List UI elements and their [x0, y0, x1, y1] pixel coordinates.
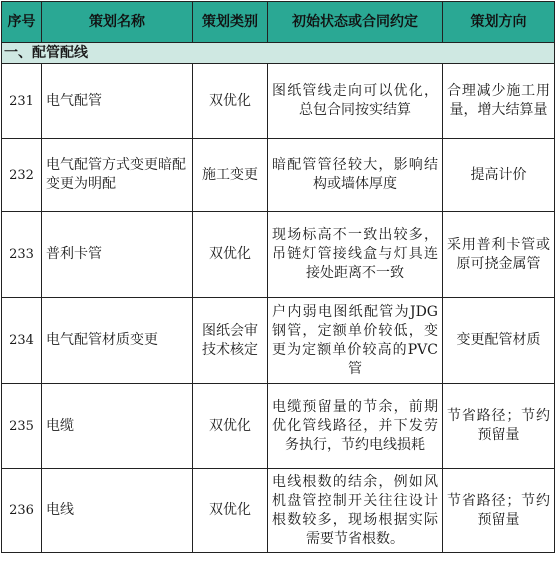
row-state: 现场标高不一致出较多，吊链灯管接线盒与灯具连接处距离不一致: [268, 212, 443, 298]
row-category: 双优化: [193, 64, 268, 139]
section-row: [2, 43, 555, 64]
row-name: 普利卡管: [42, 212, 193, 298]
row-state: 电缆预留量的节余，前期优化管线路径，并下发劳务执行，节约电线损耗: [268, 384, 443, 469]
row-name: 电气配管方式变更暗配变更为明配: [42, 139, 193, 212]
row-state: 暗配管管径较大，影响结构或墙体厚度: [268, 139, 443, 212]
row-category: 双优化: [193, 212, 268, 298]
table-row: [2, 469, 555, 553]
row-no: 234: [2, 298, 42, 384]
header-direction: 策划方向: [443, 2, 555, 43]
row-state: 电线根数的结余，例如风机盘管控制开关往往设计根数较多，现场根据实际需要节省根数。: [268, 469, 443, 553]
row-no: 235: [2, 384, 42, 469]
row-name: 电气配管: [42, 64, 193, 139]
row-state: 图纸管线走向可以优化，总包合同按实结算: [268, 64, 443, 139]
row-category: 施工变更: [193, 139, 268, 212]
table-row: [2, 212, 555, 298]
row-no: 233: [2, 212, 42, 298]
row-no: 236: [2, 469, 42, 553]
row-no: 232: [2, 139, 42, 212]
table-row: [2, 384, 555, 469]
header-no: 序号: [2, 2, 42, 43]
row-category: 图纸会审技术核定: [193, 298, 268, 384]
header-state: 初始状态或合同约定: [268, 2, 443, 43]
header-name: 策划名称: [42, 2, 193, 43]
row-name: 电缆: [42, 384, 193, 469]
table-row: [2, 139, 555, 212]
row-direction: 节省路径；节约预留量: [443, 469, 555, 553]
header-category: 策划类别: [193, 2, 268, 43]
row-name: 电气配管材质变更: [42, 298, 193, 384]
row-direction: 采用普利卡管或原可挠金属管: [443, 212, 555, 298]
row-category: 双优化: [193, 469, 268, 553]
planning-table: [1, 1, 555, 553]
row-direction: 合理减少施工用量，增大结算量: [443, 64, 555, 139]
row-name: 电线: [42, 469, 193, 553]
row-direction: 节省路径；节约预留量: [443, 384, 555, 469]
row-direction: 提高计价: [443, 139, 555, 212]
row-category: 双优化: [193, 384, 268, 469]
row-no: 231: [2, 64, 42, 139]
table-header-row: [2, 2, 555, 43]
row-direction: 变更配管材质: [443, 298, 555, 384]
table-row: [2, 298, 555, 384]
row-state: 户内弱电图纸配管为JDG钢管，定额单价较低，变更为定额单价较高的PVC管: [268, 298, 443, 384]
table-row: [2, 64, 555, 139]
section-title: 一、配管配线: [2, 43, 555, 64]
